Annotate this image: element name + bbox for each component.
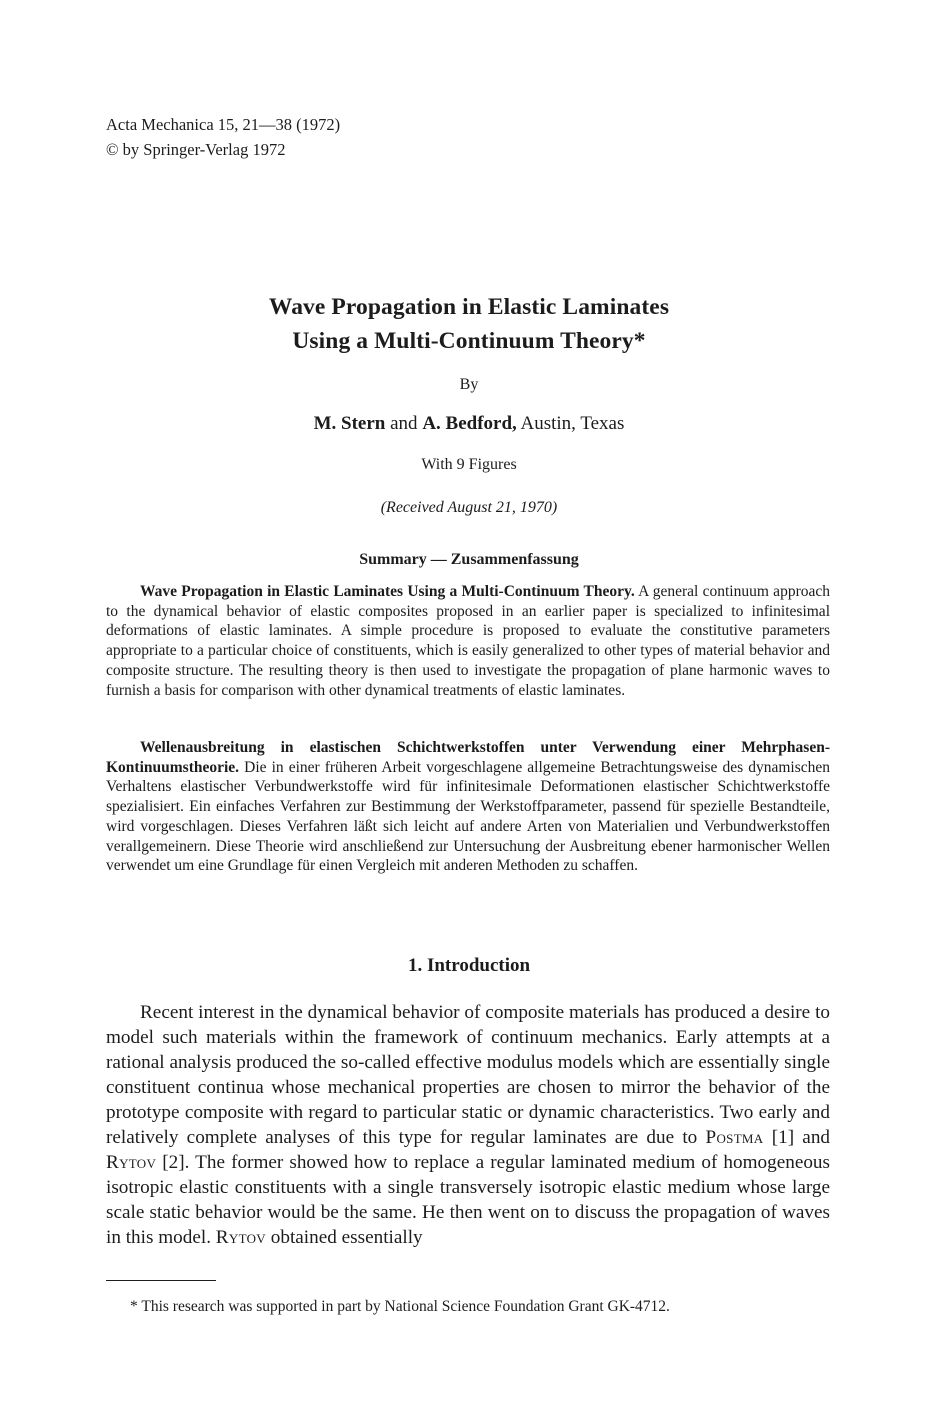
author-bedford: A. Bedford,	[422, 413, 517, 434]
footnote-divider	[106, 1280, 216, 1281]
abstract-german-title: Wellenausbreitung in elastischen Schichtwerkstoffen unter Verwendung einer Mehrphasen-Kontinuumstheorie.	[106, 739, 830, 776]
abstract-german-paragraph	[106, 738, 830, 876]
abstract-english-paragraph	[106, 582, 830, 700]
intro-text-2: [1] and	[763, 1127, 831, 1148]
abstract-german	[106, 738, 830, 876]
intro-text-4: obtained essentially	[265, 1227, 423, 1248]
received-date: (Received August 21, 1970)	[380, 499, 558, 516]
abstract-english-title: Wave Propagation in Elastic Laminates Using a Multi-Continuum Theory.	[140, 583, 635, 600]
intro-text-1: Recent interest in the dynamical behavior of composite materials has produced a desire to model such materials within the framework of continuum mechanics. Early attempts at a rational analysis produced the so-called effective modulus models which are essentially single constituent continua whose mechanical properties are chosen to mirror the behavior of the prototype composite with regard to particular static or dynamic characteristics. Two early and relatively complete analyses of this type for regular laminates are due to	[106, 1002, 830, 1148]
author-stern: M. Stern	[313, 413, 386, 434]
author-ref-rytov-2: Rytov	[215, 1227, 266, 1248]
author-ref-rytov: Rytov	[106, 1152, 157, 1173]
abstract-english	[106, 582, 830, 700]
by-label: By	[459, 376, 479, 393]
journal-citation: Acta Mechanica 15, 21—38 (1972)	[106, 115, 341, 134]
summary-heading: Summary — Zusammenfassung	[359, 551, 579, 568]
authors-conjunction: and	[385, 413, 423, 434]
introduction-paragraph	[106, 1000, 830, 1250]
title-line-2: Using a Multi-Continuum Theory*	[292, 328, 646, 354]
copyright-notice: © by Springer-Verlag 1972	[106, 140, 286, 159]
intro-text-3: [2]. The former showed how to replace a regular laminated medium of homogeneous isotropic elastic constituents with a single transversely isotropic elastic medium whose large scale static behavior would be the same. He then went on to discuss the propagation of waves in this model.	[106, 1152, 830, 1248]
title-line-1: Wave Propagation in Elastic Laminates	[268, 294, 670, 320]
author-location: Austin, Texas	[516, 413, 625, 434]
footnote: * This research was supported in part by National Science Foundation Grant GK-4712.	[130, 1298, 670, 1315]
authors-line	[0, 412, 938, 436]
figure-count: With 9 Figures	[421, 456, 517, 473]
section-heading-introduction: 1. Introduction	[407, 955, 531, 976]
author-ref-postma: Postma	[705, 1127, 764, 1148]
introduction-body	[106, 1000, 830, 1250]
abstract-english-text: A general continuum approach to the dynamical behavior of elastic composites proposed in an earlier paper is specialized to infinitesimal deformations of elastic laminates. A simple procedure is proposed to evaluate the constitutive parameters appropriate to a particular choice of constituents, which is easily generalized to other types of material behavior and composite structure. The resulting theory is then used to investigate the propagation of plane harmonic waves to furnish a basis for comparison with other dynamical treatments of elastic laminates.	[106, 583, 830, 699]
journal-info	[106, 112, 340, 162]
abstract-german-text: Die in einer früheren Arbeit vorgeschlagene allgemeine Betrachtungsweise des dynamischen Verhaltens elastischer Verbundwerkstoffe wird für infinitesimale Deformationen elastischer Schichtwerkstoffe spezialisiert. Ein einfaches Verfahren zur Bestimmung der Werkstoffparameter, passend für spezielle Bestandteile, wird vorgeschlagen. Dieses Verfahren läßt sich leicht auf andere Arten von Materialien und Verbundwerkstoffen verallgemeinern. Diese Theorie wird anschließend zur Untersuchung der Ausbreitung ebener harmonischer Wellen verwendet um eine Grundlage für einen Vergleich mit anderen Methoden zu schaffen.	[106, 758, 830, 875]
paper-title	[0, 290, 938, 358]
